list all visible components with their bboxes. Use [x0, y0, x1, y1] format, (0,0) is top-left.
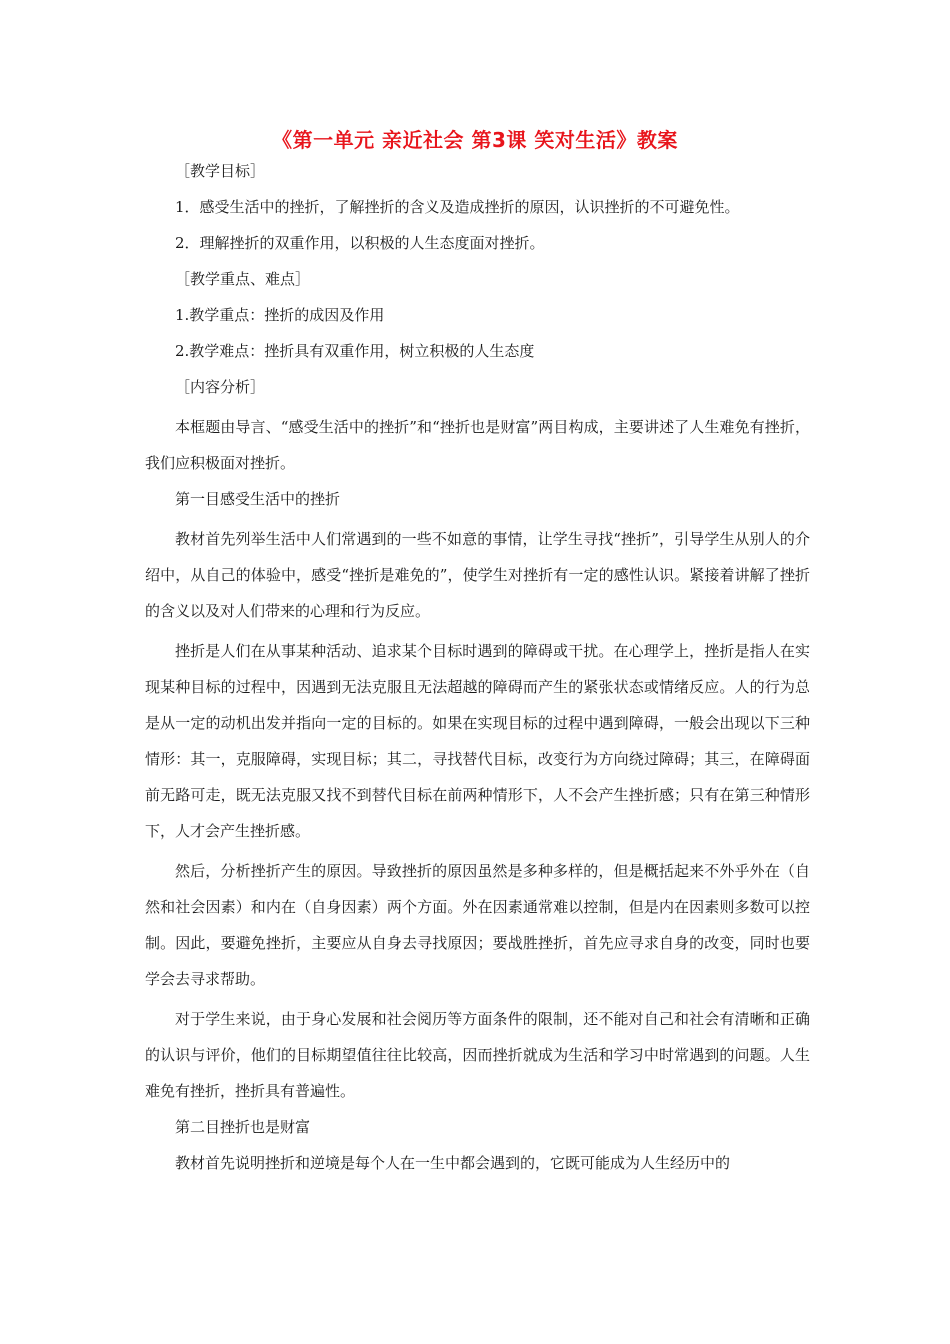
- body-paragraph: 本框题由导言、“感受生活中的挫折”和“挫折也是财富”两目构成，主要讲述了人生难免有挫折，我们应积极面对挫折。: [145, 418, 810, 472]
- document-body: [145, 153, 810, 1181]
- section-heading-objectives: ［教学目标］: [175, 162, 266, 180]
- objective-item-1: 1．感受生活中的挫折，了解挫折的含义及造成挫折的原因，认识挫折的不可避免性。: [175, 198, 740, 216]
- key-point-item-1: 1.教学重点：挫折的成因及作用: [175, 306, 385, 324]
- body-paragraph: 教材首先列举生活中人们常遇到的一些不如意的事情，让学生寻找“挫折”，引导学生从别人的介绍中，从自己的体验中，感受“挫折是难免的”，使学生对挫折有一定的感性认识。紧接着讲解了挫折的含义以及对人们带来的心理和行为反应。: [145, 530, 810, 620]
- subsection-heading-1: 第一目感受生活中的挫折: [175, 490, 341, 508]
- body-paragraph: 教材首先说明挫折和逆境是每个人在一生中都会遇到的，它既可能成为人生经历中的: [175, 1154, 731, 1172]
- key-point-item-2: 2.教学难点：挫折具有双重作用，树立积极的人生态度: [175, 342, 535, 360]
- objective-item-2: 2．理解挫折的双重作用，以积极的人生态度面对挫折。: [175, 234, 545, 252]
- subsection-heading-2: 第二目挫折也是财富: [175, 1118, 311, 1136]
- section-heading-key-points: ［教学重点、难点］: [175, 270, 311, 288]
- document-title: 《第一单元 亲近社会 第3课 笑对生活》教案: [272, 128, 678, 152]
- body-paragraph: 然后，分析挫折产生的原因。导致挫折的原因虽然是多种多样的，但是概括起来不外乎外在（自然和社会因素）和内在（自身因素）两个方面。外在因素通常难以控制，但是内在因素则多数可以控制。因此，要避免挫折，主要应从自身去寻找原因；要战胜挫折，首先应寻求自身的改变，同时也要学会去寻求帮助。: [145, 862, 810, 988]
- body-paragraph: 对于学生来说，由于身心发展和社会阅历等方面条件的限制，还不能对自己和社会有清晰和正确的认识与评价，他们的目标期望值往往比较高，因而挫折就成为生活和学习中时常遇到的问题。人生难免有挫折，挫折具有普遍性。: [145, 1010, 810, 1100]
- body-paragraph: 挫折是人们在从事某种活动、追求某个目标时遇到的障碍或干扰。在心理学上，挫折是指人在实现某种目标的过程中，因遇到无法克服且无法超越的障碍而产生的紧张状态或情绪反应。人的行为总是从一定的动机出发并指向一定的目标的。如果在实现目标的过程中遇到障碍，一般会出现以下三种情形：其一，克服障碍，实现目标；其二，寻找替代目标，改变行为方向绕过障碍；其三，在障碍面前无路可走，既无法克服又找不到替代目标在前两种情形下，人不会产生挫折感；只有在第三种情形下，人才会产生挫折感。: [145, 642, 810, 840]
- section-heading-content-analysis: ［内容分析］: [175, 378, 266, 396]
